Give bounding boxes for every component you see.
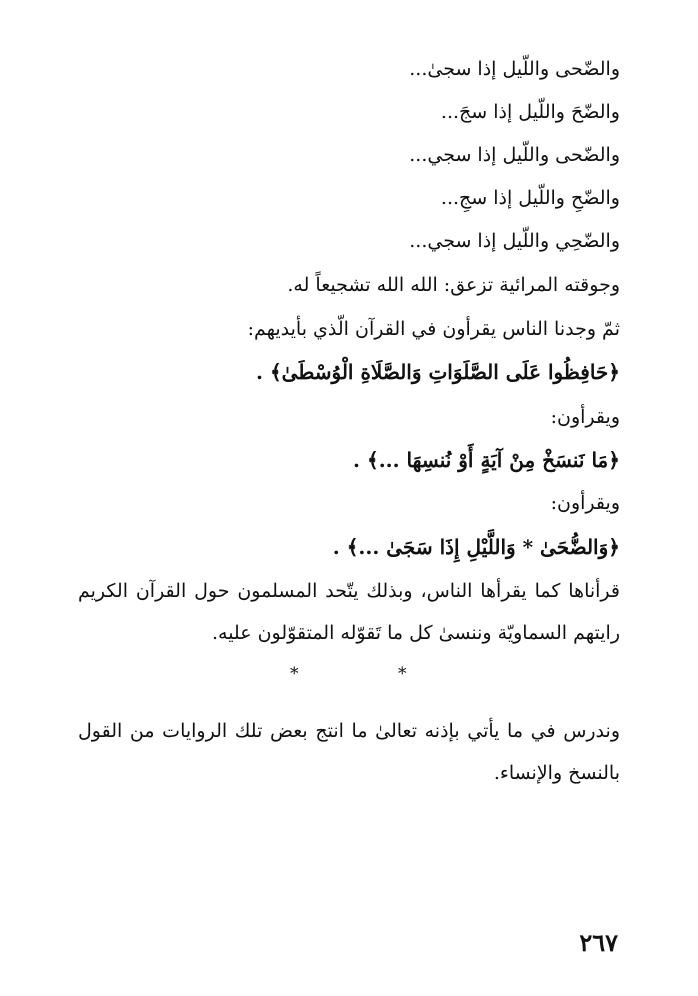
verse-variant-line: والضّحِ واللّيل إذا سجِ... <box>440 187 620 209</box>
verse-variant-line: والضّحَ واللّيل إذا سجَ... <box>440 101 620 123</box>
text-line: ثمّ وجدنا الناس يقرأون في القرآن الّذي بأيديهم: <box>247 318 620 340</box>
verse-variant-line: والضّحى واللّيل إذا سجىٰ... <box>409 58 620 80</box>
paragraph-line: رايتهم السماويّة وننسىٰ كل ما تَقوّله المتقوّلون عليه. <box>211 622 620 644</box>
text-line: ويقرأون: <box>550 492 620 514</box>
text-line: وجوقته المرائية تزعق: الله الله تشجيعاً له. <box>287 274 620 296</box>
paragraph-line: وندرس في ما يأتي بإذنه تعالىٰ ما انتج بعض تلك الروايات من القول <box>78 720 620 742</box>
quran-verse: ﴿مَا نَنسَخْ مِنْ آيَةٍ أَوْ نُنسِهَا ...﴾ . <box>353 448 620 472</box>
star-icon: * <box>398 664 407 684</box>
paragraph-line: قرأناها كما يقرأها الناس، وبذلك يتّحد المسلمون حول القرآن الكريم <box>78 580 620 602</box>
quran-verse: ﴿حَافِظُوا عَلَى الصَّلَوَاتِ وَالصَّلَاةِ الْوُسْطَىٰ﴾ . <box>256 360 620 384</box>
star-icon: * <box>290 664 299 684</box>
quran-verse: ﴿وَالضُّحَىٰ * وَاللَّيْلِ إِذَا سَجَىٰ ...﴾ . <box>332 535 620 559</box>
text-line: ويقرأون: <box>550 406 620 428</box>
page-number: ٢٦٧ <box>579 928 618 957</box>
verse-variant-line: والضّحِي واللّيل إذا سجي... <box>409 230 620 252</box>
verse-variant-line: والضّحى واللّيل إذا سجي... <box>409 144 620 166</box>
paragraph-line: بالنسخ والإنساء. <box>493 762 620 784</box>
section-separator <box>0 664 698 690</box>
